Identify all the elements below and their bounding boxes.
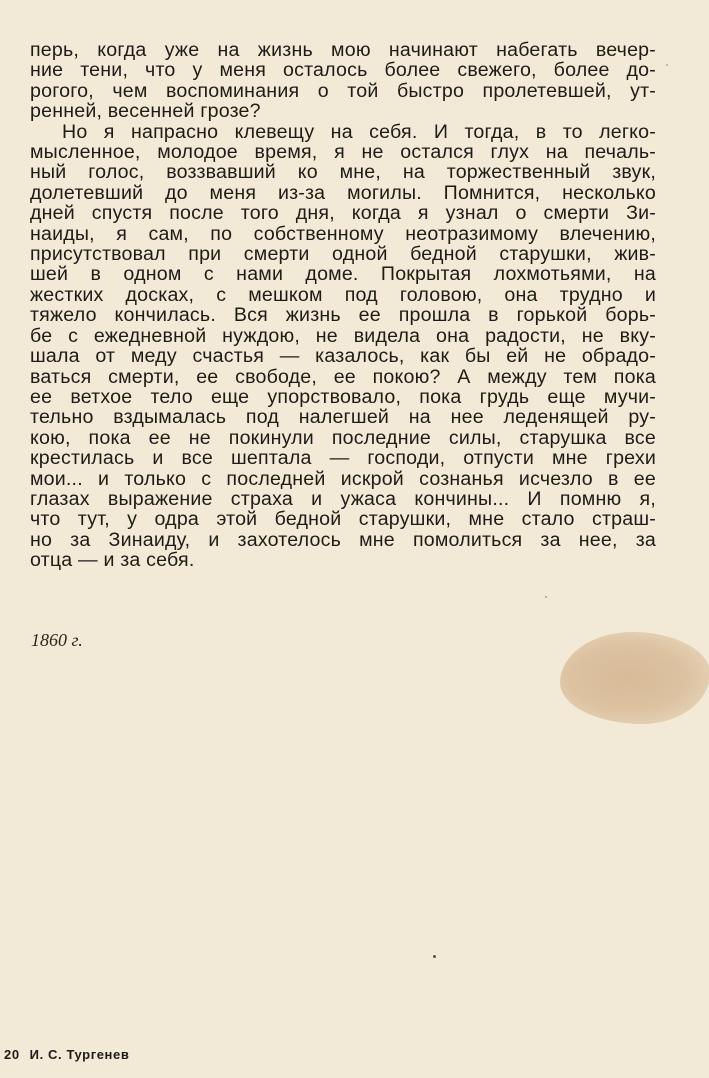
text-line: бе с ежедневной нуждою, не видела она радости, не вку- [30, 324, 656, 347]
text-line: глазах выражение страха и ужаса кончины... И помню я, [30, 487, 656, 510]
text-line: отца — и за себя. [30, 549, 195, 572]
text-line: перь, когда уже на жизнь мою начинают набегать вечер- [30, 39, 656, 61]
text-line: но за Зинаиду, и захотелось мне помолиться за нее, за [30, 528, 656, 551]
text-line: шей в одном с нами доме. Покрытая лохмотьями, на [30, 263, 656, 286]
paper-speck [666, 64, 668, 66]
paper-stain [560, 632, 709, 724]
text-line: ренней, весенней грозе? [30, 100, 261, 123]
text-line: тельно вздымалась под налегшей на нее леденящей ру- [30, 406, 656, 429]
paper-speck [433, 955, 436, 958]
paragraph-start-line: Но я напрасно клевещу на себя. И тогда, в то легко- [62, 120, 656, 143]
date-signature: 1860 г. [31, 630, 83, 650]
text-line: мои... и только с последней искрой сознанья исчезло в ее [30, 467, 656, 490]
text-line: ный голос, воззвавший ко мне, на торжественный звук, [30, 161, 656, 184]
body-text [30, 40, 656, 571]
page-number: 20 [4, 1047, 20, 1062]
text-line: ее ветхое тело еще упорствовало, пока грудь еще мучи- [30, 385, 656, 408]
text-line: тяжело кончилась. Вся жизнь ее прошла в горькой борь- [30, 304, 656, 327]
text-line: кою, пока ее не покинули последние силы, старушка все [30, 426, 656, 449]
text-line: ваться смерти, ее свободе, ее покою? А между тем пока [30, 365, 656, 388]
text-line: жестких досках, с мешком под головою, она трудно и [30, 283, 656, 306]
text-line: шала от меду счастья — казалось, как бы ей не обрадо- [30, 345, 656, 368]
running-author: И. С. Тургенев [29, 1047, 130, 1062]
text-line: что тут, у одра этой бедной старушки, мне стало страш- [30, 508, 656, 531]
text-line: ние тени, что у меня осталось более свежего, более до- [30, 59, 656, 82]
text-line: долетевший до меня из-за могилы. Помнится, несколько [30, 181, 656, 204]
text-line: дней спустя после того дня, когда я узнал о смерти Зи- [30, 202, 656, 225]
page-footer [4, 1047, 129, 1062]
text-line: присутствовал при смерти одной бедной старушки, жив- [30, 243, 656, 266]
text-line: крестилась и все шептала — господи, отпусти мне грехи [30, 447, 656, 470]
text-line: рогого, чем воспоминания о той быстро пролетевшей, ут- [30, 79, 656, 102]
paper-speck [545, 596, 547, 598]
text-line: мысленное, молодое время, я не остался глух на печаль- [30, 141, 656, 164]
text-line: наиды, я сам, по собственному неотразимому влечению, [30, 222, 656, 245]
